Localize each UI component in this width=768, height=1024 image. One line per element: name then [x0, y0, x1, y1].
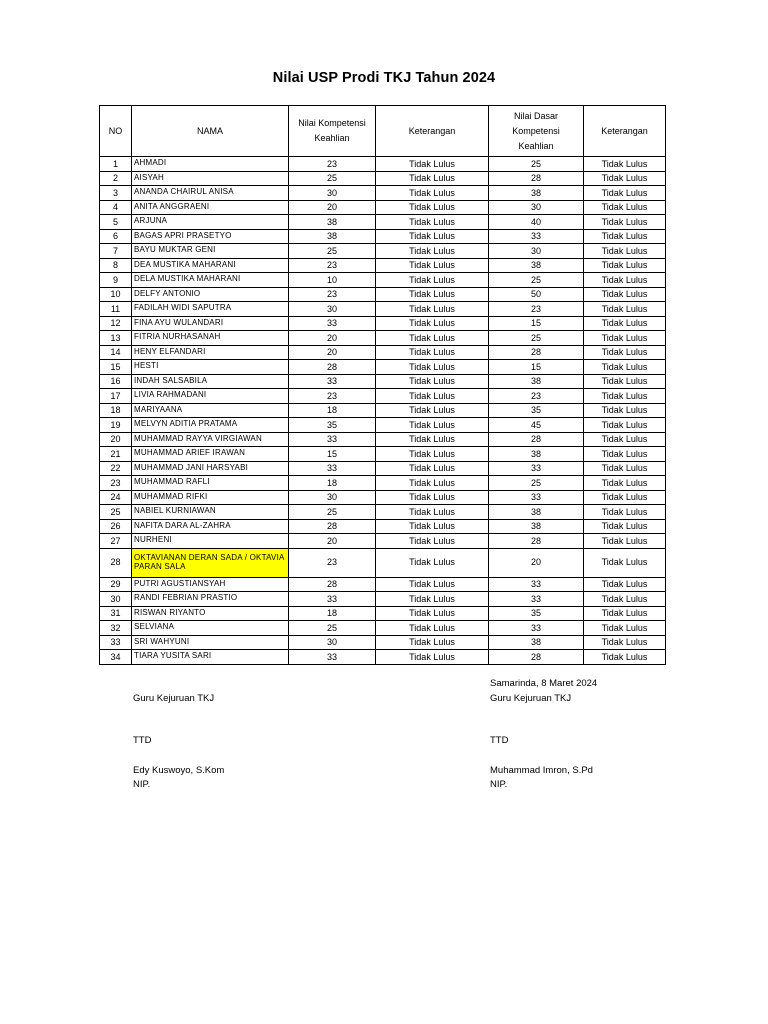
table-row	[100, 244, 666, 259]
header-nilai-dasar: Nilai Dasar Kompetensi Keahlian	[489, 106, 584, 157]
cell-nilai-kompetensi: 28	[289, 519, 376, 534]
cell-no: 10	[100, 287, 132, 302]
header-no: NO	[100, 106, 132, 157]
cell-nama: MUHAMMAD ARIEF IRAWAN	[132, 447, 289, 462]
cell-no: 11	[100, 302, 132, 317]
cell-nilai-kompetensi: 33	[289, 316, 376, 331]
cell-keterangan-1: Tidak Lulus	[376, 418, 489, 433]
cell-keterangan-2: Tidak Lulus	[584, 432, 666, 447]
cell-nama: RISWAN RIYANTO	[132, 606, 289, 621]
cell-nilai-kompetensi: 30	[289, 302, 376, 317]
table-row	[100, 273, 666, 288]
cell-nama: NABIEL KURNIAWAN	[132, 505, 289, 520]
cell-no: 5	[100, 215, 132, 230]
cell-nama: MUHAMMAD JANI HARSYABI	[132, 461, 289, 476]
cell-nilai-dasar: 33	[489, 621, 584, 636]
signature-left-nip: NIP.	[133, 779, 151, 790]
cell-nama: DEA MUSTIKA MAHARANI	[132, 258, 289, 273]
cell-keterangan-1: Tidak Lulus	[376, 302, 489, 317]
signature-right-place-date: Samarinda, 8 Maret 2024	[490, 678, 598, 689]
cell-nilai-dasar: 28	[489, 650, 584, 665]
cell-nama: AISYAH	[132, 171, 289, 186]
cell-keterangan-1: Tidak Lulus	[376, 476, 489, 491]
cell-nilai-kompetensi: 28	[289, 360, 376, 375]
cell-keterangan-2: Tidak Lulus	[584, 592, 666, 607]
cell-nama: SELVIANA	[132, 621, 289, 636]
cell-keterangan-2: Tidak Lulus	[584, 534, 666, 549]
table-row	[100, 345, 666, 360]
cell-nama: DELA MUSTIKA MAHARANI	[132, 273, 289, 288]
cell-no: 14	[100, 345, 132, 360]
cell-keterangan-2: Tidak Lulus	[584, 302, 666, 317]
cell-nilai-dasar: 35	[489, 403, 584, 418]
cell-no: 29	[100, 577, 132, 592]
cell-no: 15	[100, 360, 132, 375]
table-row	[100, 490, 666, 505]
cell-nama: OKTAVIANAN DERAN SADA / OKTAVIA PARAN SALA	[132, 548, 289, 577]
cell-nilai-kompetensi: 33	[289, 461, 376, 476]
cell-nilai-dasar: 25	[489, 476, 584, 491]
cell-nilai-dasar: 38	[489, 258, 584, 273]
cell-no: 1	[100, 157, 132, 172]
cell-keterangan-1: Tidak Lulus	[376, 258, 489, 273]
cell-nilai-kompetensi: 23	[289, 548, 376, 577]
cell-keterangan-2: Tidak Lulus	[584, 519, 666, 534]
cell-keterangan-2: Tidak Lulus	[584, 548, 666, 577]
table-row	[100, 316, 666, 331]
cell-nilai-kompetensi: 30	[289, 186, 376, 201]
cell-no: 32	[100, 621, 132, 636]
table-row	[100, 432, 666, 447]
cell-keterangan-2: Tidak Lulus	[584, 374, 666, 389]
cell-nama: RANDI FEBRIAN PRASTIO	[132, 592, 289, 607]
cell-no: 23	[100, 476, 132, 491]
table-row	[100, 534, 666, 549]
cell-no: 8	[100, 258, 132, 273]
cell-nama: FINA AYU WULANDARI	[132, 316, 289, 331]
cell-nama: HESTI	[132, 360, 289, 375]
cell-keterangan-1: Tidak Lulus	[376, 331, 489, 346]
cell-keterangan-2: Tidak Lulus	[584, 244, 666, 259]
cell-nilai-kompetensi: 25	[289, 171, 376, 186]
signature-left-name: Edy Kuswoyo, S.Kom	[133, 765, 225, 776]
cell-keterangan-2: Tidak Lulus	[584, 476, 666, 491]
cell-nilai-kompetensi: 18	[289, 606, 376, 621]
signature-left-role: Guru Kejuruan TKJ	[133, 693, 215, 704]
cell-nilai-kompetensi: 18	[289, 403, 376, 418]
cell-no: 18	[100, 403, 132, 418]
cell-nilai-dasar: 28	[489, 534, 584, 549]
cell-nama: NAFITA DARA AL-ZAHRA	[132, 519, 289, 534]
cell-keterangan-2: Tidak Lulus	[584, 389, 666, 404]
cell-nilai-dasar: 15	[489, 316, 584, 331]
cell-keterangan-1: Tidak Lulus	[376, 287, 489, 302]
cell-nilai-kompetensi: 33	[289, 374, 376, 389]
cell-nilai-kompetensi: 20	[289, 200, 376, 215]
header-keterangan-1: Keterangan	[376, 106, 489, 157]
cell-nilai-dasar: 33	[489, 229, 584, 244]
cell-nilai-dasar: 25	[489, 157, 584, 172]
cell-keterangan-1: Tidak Lulus	[376, 244, 489, 259]
table-row	[100, 418, 666, 433]
cell-keterangan-1: Tidak Lulus	[376, 577, 489, 592]
signature-right-name: Muhammad Imron, S.Pd	[490, 765, 593, 776]
cell-nilai-kompetensi: 35	[289, 418, 376, 433]
cell-nama: INDAH SALSABILA	[132, 374, 289, 389]
cell-nilai-dasar: 25	[489, 331, 584, 346]
cell-keterangan-1: Tidak Lulus	[376, 215, 489, 230]
cell-keterangan-2: Tidak Lulus	[584, 215, 666, 230]
cell-keterangan-2: Tidak Lulus	[584, 360, 666, 375]
cell-nilai-kompetensi: 23	[289, 157, 376, 172]
cell-no: 17	[100, 389, 132, 404]
cell-no: 24	[100, 490, 132, 505]
cell-nilai-kompetensi: 15	[289, 447, 376, 462]
cell-nilai-dasar: 25	[489, 273, 584, 288]
table-row	[100, 258, 666, 273]
cell-keterangan-1: Tidak Lulus	[376, 461, 489, 476]
cell-keterangan-2: Tidak Lulus	[584, 229, 666, 244]
cell-keterangan-1: Tidak Lulus	[376, 505, 489, 520]
header-nama: NAMA	[132, 106, 289, 157]
cell-nama: FITRIA NURHASANAH	[132, 331, 289, 346]
cell-nilai-dasar: 45	[489, 418, 584, 433]
cell-keterangan-2: Tidak Lulus	[584, 650, 666, 665]
cell-nilai-kompetensi: 25	[289, 621, 376, 636]
table-row	[100, 302, 666, 317]
cell-keterangan-2: Tidak Lulus	[584, 345, 666, 360]
cell-nilai-dasar: 38	[489, 505, 584, 520]
table-row	[100, 476, 666, 491]
cell-no: 25	[100, 505, 132, 520]
cell-keterangan-1: Tidak Lulus	[376, 490, 489, 505]
cell-keterangan-1: Tidak Lulus	[376, 229, 489, 244]
cell-nilai-dasar: 33	[489, 490, 584, 505]
cell-keterangan-2: Tidak Lulus	[584, 418, 666, 433]
cell-no: 31	[100, 606, 132, 621]
cell-nilai-kompetensi: 23	[289, 287, 376, 302]
cell-nilai-dasar: 33	[489, 577, 584, 592]
table-header-row	[100, 106, 666, 157]
cell-nilai-kompetensi: 25	[289, 244, 376, 259]
cell-nilai-dasar: 28	[489, 171, 584, 186]
cell-nilai-dasar: 20	[489, 548, 584, 577]
cell-no: 16	[100, 374, 132, 389]
cell-no: 7	[100, 244, 132, 259]
cell-nama: ANITA ANGGRAENI	[132, 200, 289, 215]
cell-no: 28	[100, 548, 132, 577]
signature-left-ttd: TTD	[133, 735, 152, 746]
table-row	[100, 389, 666, 404]
cell-nama: ARJUNA	[132, 215, 289, 230]
cell-no: 3	[100, 186, 132, 201]
cell-keterangan-2: Tidak Lulus	[584, 447, 666, 462]
cell-keterangan-1: Tidak Lulus	[376, 650, 489, 665]
header-keterangan-2: Keterangan	[584, 106, 666, 157]
cell-nilai-dasar: 23	[489, 389, 584, 404]
cell-nama: AHMADI	[132, 157, 289, 172]
cell-no: 2	[100, 171, 132, 186]
table-row	[100, 403, 666, 418]
cell-nilai-dasar: 35	[489, 606, 584, 621]
cell-nilai-kompetensi: 38	[289, 229, 376, 244]
cell-no: 4	[100, 200, 132, 215]
cell-keterangan-2: Tidak Lulus	[584, 635, 666, 650]
cell-keterangan-2: Tidak Lulus	[584, 403, 666, 418]
table-row	[100, 548, 666, 577]
cell-keterangan-1: Tidak Lulus	[376, 534, 489, 549]
cell-keterangan-2: Tidak Lulus	[584, 287, 666, 302]
cell-no: 6	[100, 229, 132, 244]
table-row	[100, 505, 666, 520]
cell-no: 22	[100, 461, 132, 476]
cell-keterangan-2: Tidak Lulus	[584, 490, 666, 505]
cell-nama: PUTRI AGUSTIANSYAH	[132, 577, 289, 592]
table-row	[100, 577, 666, 592]
cell-no: 30	[100, 592, 132, 607]
table-row	[100, 461, 666, 476]
cell-keterangan-1: Tidak Lulus	[376, 273, 489, 288]
cell-no: 33	[100, 635, 132, 650]
cell-nilai-dasar: 28	[489, 432, 584, 447]
cell-nama: BAGAS APRI PRASETYO	[132, 229, 289, 244]
cell-keterangan-1: Tidak Lulus	[376, 432, 489, 447]
signature-right-ttd: TTD	[490, 735, 509, 746]
cell-nilai-dasar: 23	[489, 302, 584, 317]
cell-nilai-kompetensi: 33	[289, 650, 376, 665]
cell-nama: SRI WAHYUNI	[132, 635, 289, 650]
table-row	[100, 650, 666, 665]
cell-nilai-kompetensi: 30	[289, 635, 376, 650]
table-row	[100, 287, 666, 302]
cell-no: 27	[100, 534, 132, 549]
table-row	[100, 519, 666, 534]
cell-keterangan-2: Tidak Lulus	[584, 461, 666, 476]
cell-keterangan-1: Tidak Lulus	[376, 548, 489, 577]
cell-keterangan-2: Tidak Lulus	[584, 258, 666, 273]
cell-no: 20	[100, 432, 132, 447]
score-table	[99, 105, 666, 665]
cell-no: 19	[100, 418, 132, 433]
cell-nama: MELVYN ADITIA PRATAMA	[132, 418, 289, 433]
cell-nilai-kompetensi: 28	[289, 577, 376, 592]
cell-keterangan-1: Tidak Lulus	[376, 360, 489, 375]
table-row	[100, 186, 666, 201]
table-row	[100, 592, 666, 607]
cell-keterangan-1: Tidak Lulus	[376, 374, 489, 389]
cell-nama: MUHAMMAD RAYYA VIRGIAWAN	[132, 432, 289, 447]
cell-nilai-kompetensi: 25	[289, 505, 376, 520]
cell-nilai-kompetensi: 38	[289, 215, 376, 230]
cell-nama: BAYU MUKTAR GENI	[132, 244, 289, 259]
cell-nilai-kompetensi: 20	[289, 331, 376, 346]
table-row	[100, 229, 666, 244]
table-row	[100, 200, 666, 215]
cell-keterangan-1: Tidak Lulus	[376, 447, 489, 462]
cell-nilai-kompetensi: 20	[289, 345, 376, 360]
cell-no: 26	[100, 519, 132, 534]
cell-nama: DELFY ANTONIO	[132, 287, 289, 302]
table-row	[100, 331, 666, 346]
cell-no: 9	[100, 273, 132, 288]
table-row	[100, 374, 666, 389]
cell-nama: LIVIA RAHMADANI	[132, 389, 289, 404]
cell-nilai-dasar: 15	[489, 360, 584, 375]
cell-keterangan-1: Tidak Lulus	[376, 200, 489, 215]
cell-no: 21	[100, 447, 132, 462]
cell-keterangan-1: Tidak Lulus	[376, 519, 489, 534]
cell-keterangan-1: Tidak Lulus	[376, 592, 489, 607]
cell-nama: MARIYAANA	[132, 403, 289, 418]
cell-no: 12	[100, 316, 132, 331]
table-row	[100, 606, 666, 621]
cell-keterangan-1: Tidak Lulus	[376, 186, 489, 201]
cell-nilai-dasar: 38	[489, 447, 584, 462]
cell-nilai-dasar: 33	[489, 461, 584, 476]
cell-keterangan-1: Tidak Lulus	[376, 157, 489, 172]
cell-nilai-kompetensi: 30	[289, 490, 376, 505]
cell-keterangan-2: Tidak Lulus	[584, 577, 666, 592]
cell-nilai-dasar: 30	[489, 244, 584, 259]
cell-keterangan-2: Tidak Lulus	[584, 157, 666, 172]
table-row	[100, 360, 666, 375]
cell-keterangan-2: Tidak Lulus	[584, 200, 666, 215]
cell-nilai-dasar: 33	[489, 592, 584, 607]
cell-nilai-kompetensi: 10	[289, 273, 376, 288]
cell-nama: MUHAMMAD RIFKI	[132, 490, 289, 505]
table-row	[100, 635, 666, 650]
cell-keterangan-2: Tidak Lulus	[584, 171, 666, 186]
cell-nilai-kompetensi: 33	[289, 592, 376, 607]
cell-nama: ANANDA CHAIRUL ANISA	[132, 186, 289, 201]
cell-nilai-kompetensi: 23	[289, 389, 376, 404]
cell-nilai-kompetensi: 33	[289, 432, 376, 447]
table-row	[100, 171, 666, 186]
cell-nilai-dasar: 40	[489, 215, 584, 230]
cell-nilai-dasar: 28	[489, 345, 584, 360]
page-title: Nilai USP Prodi TKJ Tahun 2024	[272, 70, 496, 86]
cell-keterangan-1: Tidak Lulus	[376, 635, 489, 650]
table-row	[100, 157, 666, 172]
header-nilai-kompetensi: Nilai Kompetensi Keahlian	[289, 106, 376, 157]
signature-right-nip: NIP.	[490, 779, 508, 790]
cell-nilai-kompetensi: 20	[289, 534, 376, 549]
cell-keterangan-2: Tidak Lulus	[584, 505, 666, 520]
cell-keterangan-2: Tidak Lulus	[584, 606, 666, 621]
cell-keterangan-1: Tidak Lulus	[376, 171, 489, 186]
table-row	[100, 215, 666, 230]
cell-nama: HENY ELFANDARI	[132, 345, 289, 360]
signature-right-role: Guru Kejuruan TKJ	[490, 693, 572, 704]
cell-nilai-dasar: 38	[489, 186, 584, 201]
cell-nama: TIARA YUSITA SARI	[132, 650, 289, 665]
cell-keterangan-1: Tidak Lulus	[376, 621, 489, 636]
cell-keterangan-1: Tidak Lulus	[376, 606, 489, 621]
cell-keterangan-2: Tidak Lulus	[584, 316, 666, 331]
cell-keterangan-1: Tidak Lulus	[376, 403, 489, 418]
cell-nama: FADILAH WIDI SAPUTRA	[132, 302, 289, 317]
table-row	[100, 621, 666, 636]
cell-nilai-dasar: 30	[489, 200, 584, 215]
cell-nama: NURHENI	[132, 534, 289, 549]
cell-nilai-dasar: 38	[489, 374, 584, 389]
cell-no: 13	[100, 331, 132, 346]
cell-keterangan-2: Tidak Lulus	[584, 621, 666, 636]
cell-nilai-dasar: 38	[489, 519, 584, 534]
cell-nilai-dasar: 50	[489, 287, 584, 302]
cell-keterangan-1: Tidak Lulus	[376, 389, 489, 404]
cell-keterangan-1: Tidak Lulus	[376, 345, 489, 360]
cell-nama: MUHAMMAD RAFLI	[132, 476, 289, 491]
cell-keterangan-2: Tidak Lulus	[584, 331, 666, 346]
cell-no: 34	[100, 650, 132, 665]
cell-keterangan-2: Tidak Lulus	[584, 273, 666, 288]
cell-nilai-dasar: 38	[489, 635, 584, 650]
cell-keterangan-2: Tidak Lulus	[584, 186, 666, 201]
cell-nilai-kompetensi: 23	[289, 258, 376, 273]
cell-nilai-kompetensi: 18	[289, 476, 376, 491]
table-row	[100, 447, 666, 462]
cell-keterangan-1: Tidak Lulus	[376, 316, 489, 331]
score-table-body	[100, 157, 666, 665]
